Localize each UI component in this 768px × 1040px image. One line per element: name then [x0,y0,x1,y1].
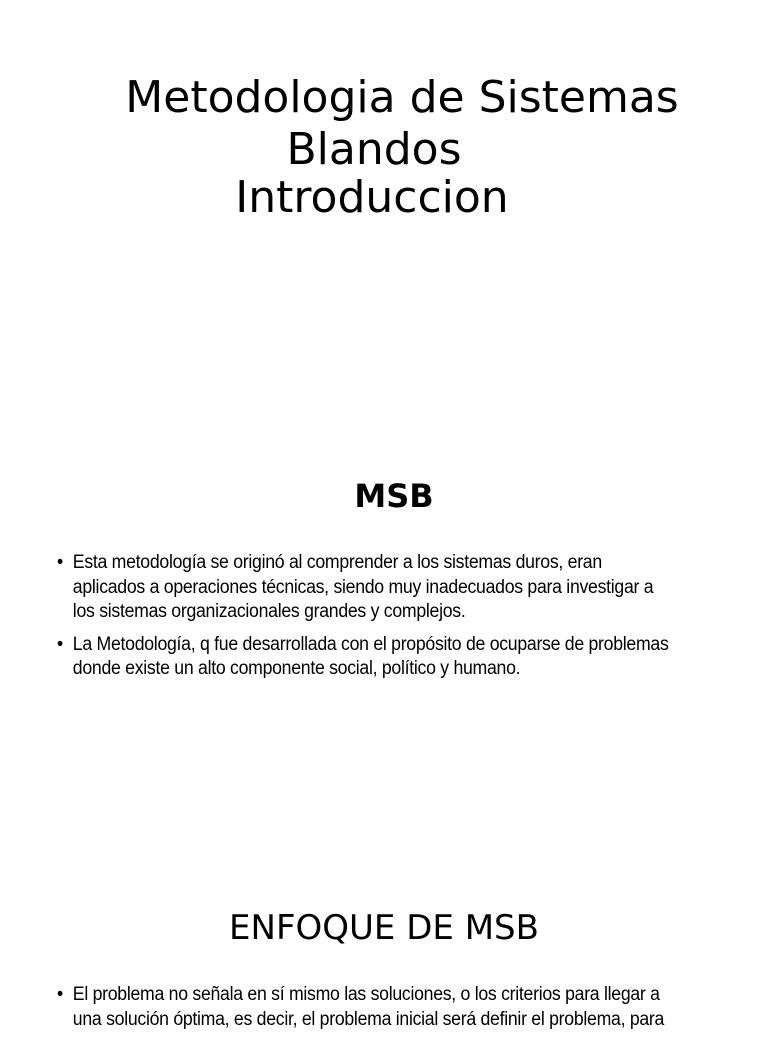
bullet-text: El problema no señala en sí mismo las soluciones, o los criterios para llegar a una solución óptima, es decir, el problema inicial será definir el problema, para [72,984,665,1030]
bullet-marker: • [57,984,63,1005]
bullet-text: Esta metodología se originó al comprender a los sistemas duros, eran aplicados a operaciones técnicas, siendo muy inadecuados para investigar a los sistemas organizacionales grandes y complejos. [72,552,654,622]
section-heading-msb: MSB [354,477,434,515]
section-heading-enfoque: ENFOQUE DE MSB [229,908,539,948]
msb-bullet-list [57,551,671,690]
bullet-item [57,633,671,682]
slide-title-line-3: Introduccion [235,172,509,223]
slide-title-line-1: Metodologia de Sistemas [125,72,679,123]
bullet-text: La Metodología, q fue desarrollada con el propósito de ocuparse de problemas donde existe un alto componente social, político y humano. [72,633,669,679]
bullet-marker: • [57,552,63,573]
slide-title-line-2: Blandos [286,124,462,175]
bullet-item [57,983,671,1032]
bullet-item [57,551,671,625]
bullet-marker: • [57,633,63,655]
enfoque-bullet-list [57,983,671,1040]
